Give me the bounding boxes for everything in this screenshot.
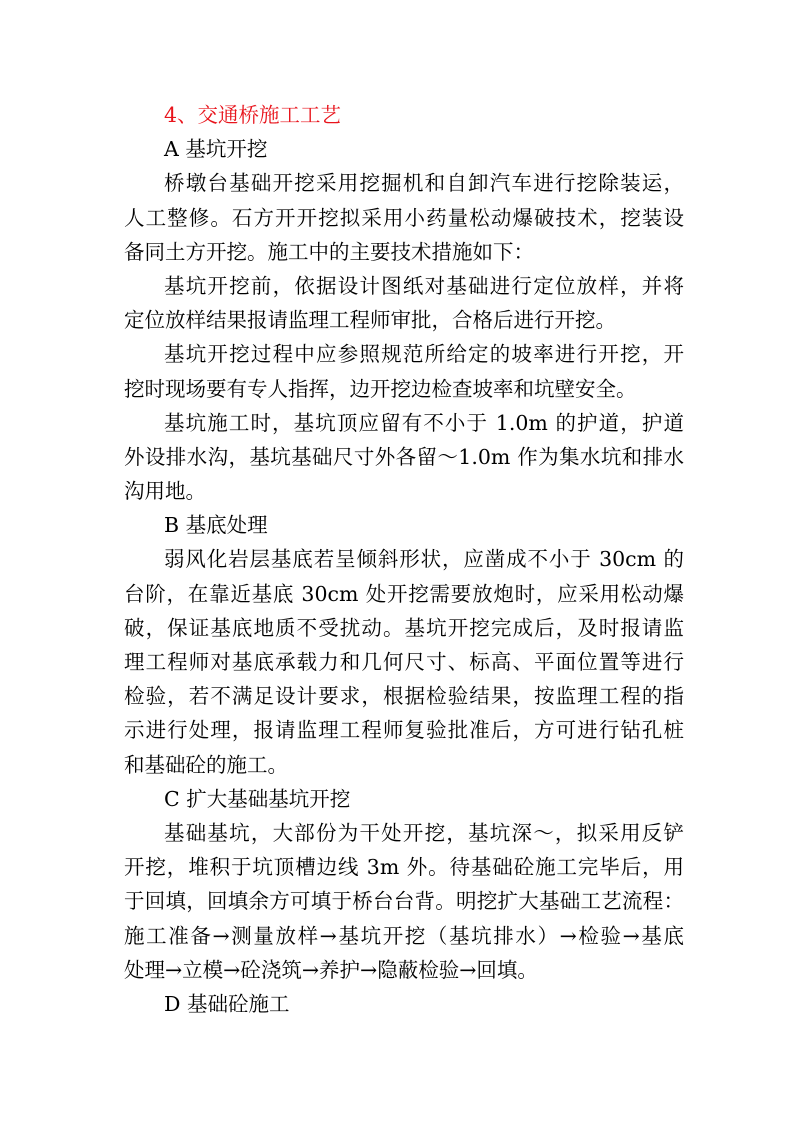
- text-line: 基坑开挖过程中应参照规范所给定的坡率进行开挖，开: [164, 342, 684, 367]
- paragraph-a3: [124, 337, 684, 405]
- text-line: 外设排水沟，基坑基础尺寸外各留～1.0m 作为集水坑和排水: [124, 444, 684, 469]
- paragraph-a4: [124, 406, 684, 509]
- text-line: 施工准备→测量放样→基坑开挖（基坑排水）→检验→基底: [124, 923, 684, 948]
- paragraph-b1: [124, 542, 684, 781]
- text-line: 破，保证基底地质不受扰动。基坑开挖完成后，及时报请监: [124, 615, 684, 640]
- text-line: 备同土方开挖。施工中的主要技术措施如下：: [124, 239, 534, 264]
- heading-b: B 基底处理: [164, 513, 268, 538]
- heading-c: C 扩大基础基坑开挖: [164, 786, 351, 811]
- paragraph-a1: [124, 166, 684, 269]
- text-line: 基坑开挖前，依据设计图纸对基础进行定位放样，并将: [164, 273, 684, 298]
- document-page: [124, 98, 684, 1021]
- text-line: 桥墩台基础开挖采用挖掘机和自卸汽车进行挖除装运，: [164, 171, 684, 196]
- text-line: 理工程师对基底承载力和几何尺寸、标高、平面位置等进行: [124, 650, 684, 674]
- text-line: 沟用地。: [124, 479, 206, 504]
- text-line: 处理→立模→砼浇筑→养护→隐蔽检验→回填。: [124, 957, 538, 982]
- text-line: 于回填，回填余方可填于桥台台背。明挖扩大基础工艺流程：: [124, 889, 684, 914]
- text-line: 弱风化岩层基底若呈倾斜形状，应凿成不小于 30cm 的: [164, 547, 684, 572]
- text-line: 基坑施工时，基坑顶应留有不小于 1.0m 的护道，护道: [164, 410, 684, 435]
- text-line: 台阶，在靠近基底 30cm 处开挖需要放炮时，应采用松动爆: [124, 581, 684, 606]
- text-line: 定位放样结果报请监理工程师审批，合格后进行开挖。: [124, 308, 616, 333]
- section-title: 4、交通桥施工工艺: [164, 103, 342, 127]
- paragraph-a2: [124, 269, 684, 337]
- text-line: 示进行处理，报请监理工程师复验批准后，方可进行钻孔桩: [124, 718, 684, 743]
- text-line: 检验，若不满足设计要求，根据检验结果，按监理工程的指: [124, 684, 684, 709]
- text-line: 开挖，堆积于坑顶槽边线 3m 外。待基础砼施工完毕后，用: [124, 855, 684, 880]
- text-line: 基础基坑，大部份为干处开挖，基坑深～，拟采用反铲: [164, 820, 684, 845]
- heading-a: A 基坑开挖: [164, 137, 268, 162]
- text-line: 人工整修。石方开开挖拟采用小药量松动爆破技术，挖装设: [124, 205, 684, 230]
- paragraph-c1: [124, 816, 684, 987]
- text-line: 挖时现场要有专人指挥，边开挖边检查坡率和坑壁安全。: [124, 376, 637, 401]
- text-line: 和基础砼的施工。: [124, 752, 288, 777]
- heading-d: D 基础砼施工: [164, 991, 290, 1016]
